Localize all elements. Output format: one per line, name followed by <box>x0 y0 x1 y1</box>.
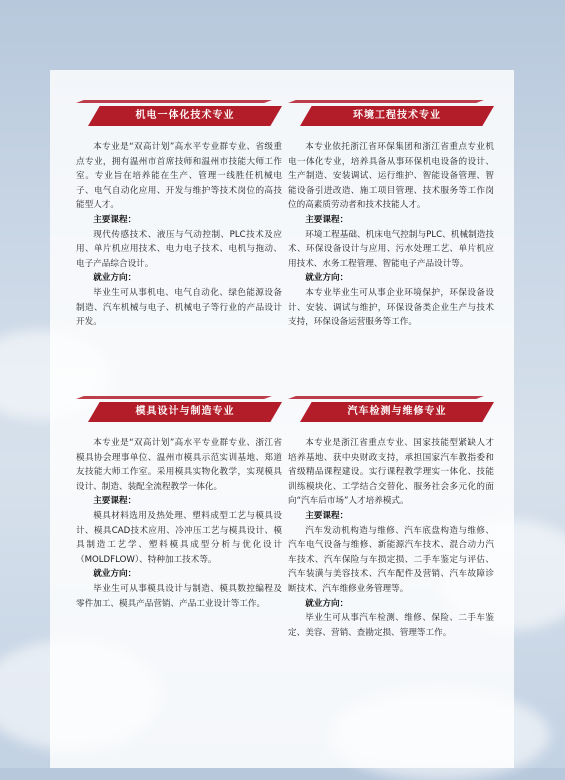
section-banner <box>76 100 282 130</box>
courses-label: 主要课程： <box>305 510 349 521</box>
banner-stripe <box>288 100 484 103</box>
section-intro: 本专业是“双高计划”高水平专业群专业、浙江省模具协会理事单位、温州市模具示范实训基地、郑道友技能大师工作室。采用模具实物化教学，实现模具设计、制造、装配全流程教学一体化。 <box>76 438 282 492</box>
career-label: 就业方向： <box>305 273 349 284</box>
section-title: 环境工程技术专业 <box>353 110 441 121</box>
career-text: 毕业生可从事汽车检测、维修、保险、二手车鉴定、美容、营销、查勘定损、管理等工作。 <box>288 613 494 638</box>
banner-stripe <box>288 396 484 399</box>
courses-label: 主要课程： <box>93 496 137 507</box>
courses-label: 主要课程： <box>305 214 349 225</box>
career-text: 毕业生可从事模具设计与制造、模具数控编程及零件加工、模具产品营销、产品工业设计等工作。 <box>76 583 282 609</box>
career-text: 毕业生可从事机电、电气自动化、绿色能源设备制造、汽车机械与电子、机械电子等行业的产品设计开发。 <box>76 287 282 328</box>
section-title: 机电一体化技术专业 <box>135 110 235 121</box>
career-label: 就业方向： <box>93 273 137 284</box>
section-banner <box>76 396 282 426</box>
section-auto-repair <box>288 396 494 640</box>
section-intro: 本专业是“双高计划”高水平专业群专业、省级重点专业，拥有温州市首席技师和温州市技能大师工作室。专业旨在培养能在生产、管理一线胜任机械电子、电气自动化应用、开发与维护等技术岗位的高技能型人才。 <box>76 142 282 211</box>
banner-stripe <box>76 100 272 103</box>
section-banner <box>288 396 494 426</box>
courses-text: 现代传感技术、液压与气动控制、PLC技术及应用、单片机应用技术、电力电子技术、电机与拖动、电子产品综合设计。 <box>76 229 282 269</box>
section-banner <box>288 100 494 130</box>
courses-label: 主要课程： <box>93 214 137 225</box>
career-label: 就业方向： <box>93 569 137 580</box>
section-mechatronics <box>76 100 282 330</box>
section-title: 模具设计与制造专业 <box>135 406 235 417</box>
section-environmental <box>288 100 494 330</box>
section-title: 汽车检测与维修专业 <box>347 406 447 417</box>
section-intro: 本专业是浙江省重点专业、国家技能型紧缺人才培养基地、获中央财政支持，承担国家汽车教指委和省级精品课程建设。实行课程教学理实一体化、技能训练模块化、工学结合交替化、服务社会多元化的面向“汽车后市场”人才培养模式。 <box>288 438 494 507</box>
banner-stripe <box>76 396 272 399</box>
career-label: 就业方向： <box>305 598 349 609</box>
section-intro: 本专业依托浙江省环保集团和浙江省重点专业机电一体化专业，培养具备从事环保机电设备的设计、生产制造、安装调试、运行维护、智能设备管理、智能设备引进改造、施工项目管理、技术服务等工作岗位的高素质劳动者和技术技能人才。 <box>288 142 494 211</box>
section-mold-design <box>76 396 282 611</box>
courses-text: 汽车发动机构造与维修、汽车底盘构造与维修、汽车电气设备与维修、新能源汽车技术、混合动力汽车技术、汽车保险与车损定损、二手车鉴定与评估、汽车装潢与美容技术、汽车配件及营销、汽车故障诊断技术、汽车维修业务管理等。 <box>288 525 494 594</box>
career-text: 本专业毕业生可从事企业环境保护，环保设备设计、安装、调试与维护，环保设备类企业生产与技术支持，环保设备运营服务等工作。 <box>288 287 494 328</box>
courses-text: 模具材料选用及热处理、塑料成型工艺与模具设计、模具CAD技术应用、冷冲压工艺与模具设计、模具制造工艺学、塑料模具成型分析与优化设计（MOLDFLOW）、特种加工技术等。 <box>76 510 282 565</box>
courses-text: 环境工程基础、机床电气控制与PLC、机械制造技术、环保设备设计与应用、污水处理工艺、单片机应用技术、水务工程管理、智能电子产品设计等。 <box>288 229 494 269</box>
